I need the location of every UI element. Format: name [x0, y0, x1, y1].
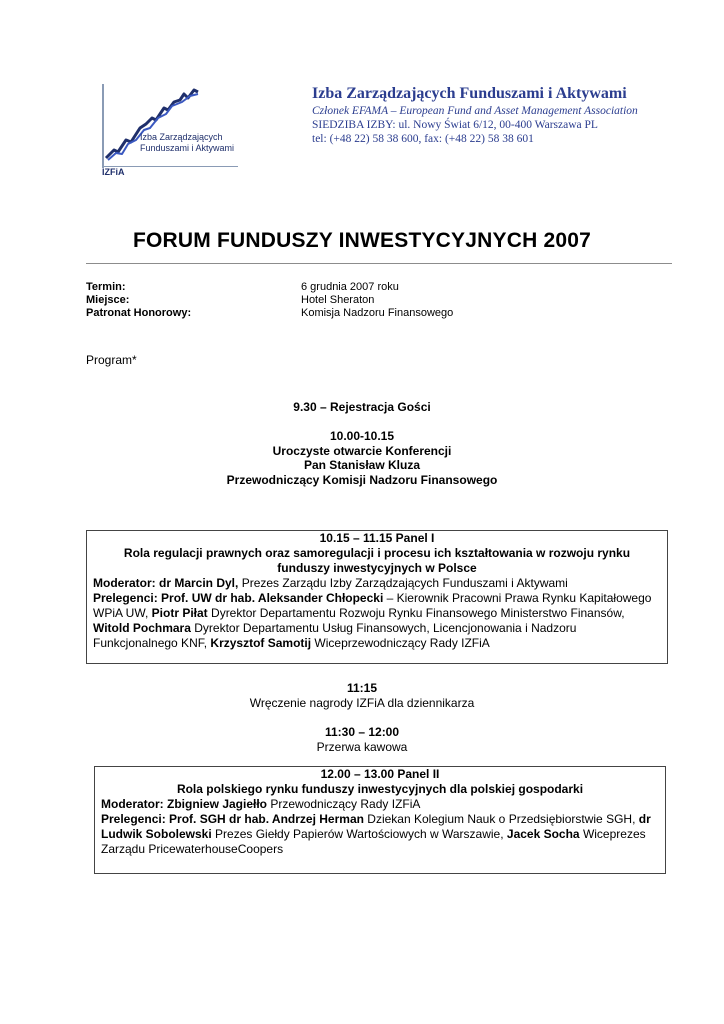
logo-name [140, 132, 250, 154]
opening-role: Przewodniczący Komisji Nadzoru Finansowego [226, 473, 498, 487]
panel-2-speaker3-role: Wiceprezes Zarządu PricewaterhouseCoopers [101, 827, 646, 856]
program-label: Program* [86, 353, 137, 367]
panel-1-box [86, 530, 668, 664]
panel-2-speaker3-name: Jacek Socha [506, 827, 580, 841]
org-address-line: SIEDZIBA IZBY: ul. Nowy Świat 6/12, 00-400 Warszawa PL [312, 119, 598, 131]
panel-1-speaker3-name: Witold Pochmara [93, 621, 191, 635]
panel-2-box [94, 766, 666, 874]
page-title: FORUM FUNDUSZY INWESTYCYJNYCH 2007 [133, 229, 591, 252]
panel-1-speakers [87, 591, 667, 651]
rising-chart-icon [98, 78, 248, 170]
termin-value: 6 grudnia 2007 roku [301, 281, 399, 293]
org-contact-line: tel: (+48 22) 58 38 600, fax: (+48 22) 58 38 601 [312, 133, 534, 145]
panel-2-speakers [95, 812, 665, 857]
org-header [312, 84, 692, 146]
panel-2-header: 12.00 – 13.00 Panel II [320, 767, 440, 781]
miejsce-label: Miejsce: [86, 294, 130, 306]
panel-1-speaker2-role: Dyrektor Departamentu Rozwoju Rynku Finansowego Ministerstwo Finansów, [207, 606, 625, 620]
panel-2-topic: Rola polskiego rynku funduszy inwestycyjnych dla polskiej gospodarki [176, 782, 584, 796]
panel-1-speaker3-role: Dyrektor Departamentu Usług Finansowych, Licencjonowania i Nadzoru Funkcjonalnego KNF, [93, 621, 577, 650]
termin-label: Termin: [86, 281, 126, 293]
title-divider [86, 263, 672, 264]
opening-person: Pan Stanisław Kluza [303, 458, 421, 472]
panel-2-speaker2-role: Prezes Giełdy Papierów Wartościowych w Warszawie, [211, 827, 507, 841]
logo-name-line2: Funduszami i Aktywami [140, 143, 235, 153]
panel-2-speakers-label: Prelegenci: Prof. SGH dr hab. Andrzej Herman [101, 812, 364, 826]
break-text: Przerwa kawowa [316, 740, 408, 754]
izfia-logo [98, 78, 248, 180]
org-name: Izba Zarządzających Funduszami i Aktywami [312, 85, 627, 102]
award-time: 11:15 [346, 681, 378, 695]
opening-time: 10.00-10.15 [329, 429, 395, 443]
opening-title: Uroczyste otwarcie Konferencji [272, 444, 452, 458]
panel-1-moderator-role: Prezes Zarządu Izby Zarządzających Funduszami i Aktywami [238, 576, 568, 590]
panel-1-moderator-label: Moderator: dr Marcin Dyl, [93, 576, 239, 590]
miejsce-value: Hotel Sheraton [301, 294, 375, 306]
panel-2-moderator-role: Przewodniczący Rady IZFiA [267, 797, 421, 811]
org-member-line: Członek EFAMA – European Fund and Asset Management Association [312, 105, 638, 117]
panel-2-moderator [95, 797, 665, 812]
panel-1-topic-line1: Rola regulacji prawnych oraz samoregulacji i procesu ich kształtowania w rozwoju rynku [123, 546, 631, 560]
break-time: 11:30 – 12:00 [324, 725, 400, 739]
award-text: Wręczenie nagrody IZFiA dla dziennikarza [249, 696, 475, 710]
panel-1-speakers-label: Prelegenci: Prof. UW dr hab. Aleksander Chłopecki [93, 591, 384, 605]
panel-1-speaker4-name: Krzysztof Samotij [210, 636, 312, 650]
panel-1-moderator [87, 576, 667, 591]
patronat-label: Patronat Honorowy: [86, 307, 192, 319]
panel-1-topic-line2: funduszy inwestycyjnych w Polsce [277, 561, 477, 575]
panel-2-speaker2-name: dr Ludwik Sobolewski [101, 812, 651, 841]
panel-1-speaker1-role: – Kierownik Pracowni Prawa Rynku Kapitałowego WPiA UW, [93, 591, 652, 620]
registration-item: 9.30 – Rejestracja Gości [293, 400, 431, 414]
panel-1-speaker4-role: Wiceprzewodniczący Rady IZFiA [311, 636, 490, 650]
logo-name-line1: Izba Zarządzających [140, 132, 223, 142]
panel-1-speaker2-name: Piotr Piłat [151, 606, 208, 620]
panel-1-header: 10.15 – 11.15 Panel I [319, 531, 435, 545]
panel-2-speaker1-role: Dziekan Kolegium Nauk o Przedsiębiorstwie SGH, [363, 812, 639, 826]
panel-2-moderator-label: Moderator: Zbigniew Jagiełło [101, 797, 268, 811]
patronat-value: Komisja Nadzoru Finansowego [301, 307, 454, 319]
logo-short: IZFiA [102, 167, 125, 177]
